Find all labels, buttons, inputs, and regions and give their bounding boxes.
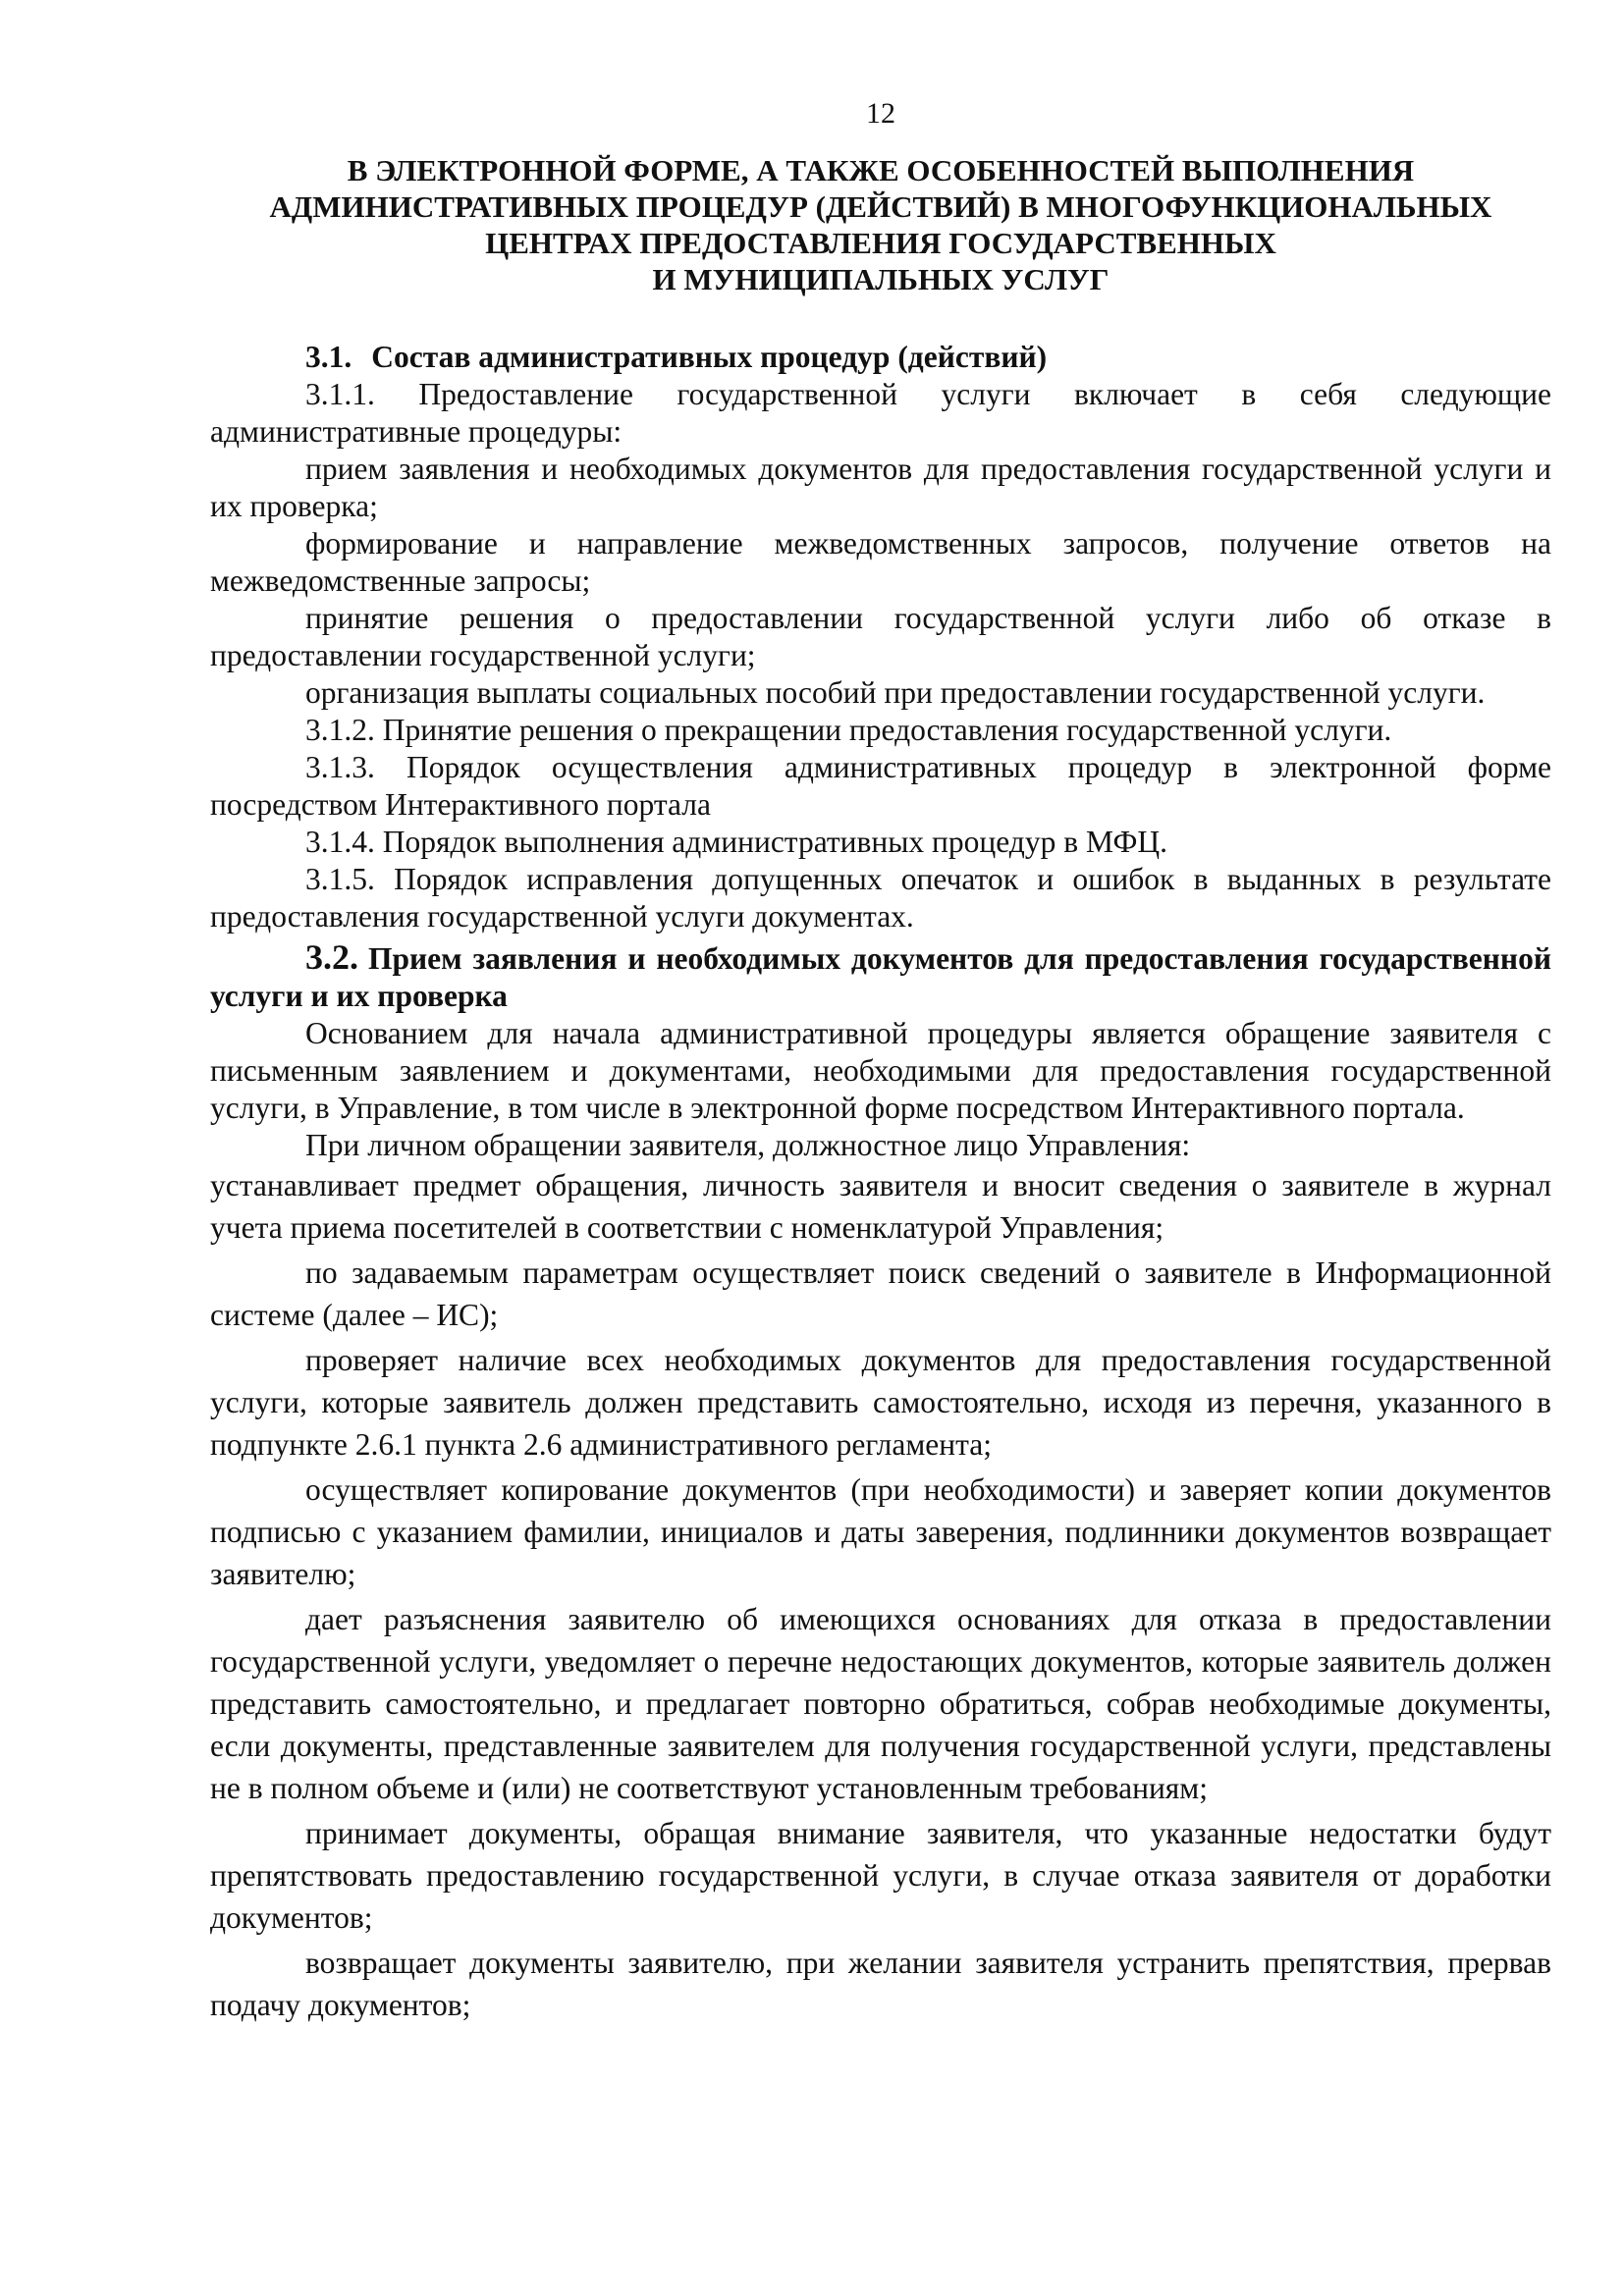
section-number: 3.2. (305, 937, 358, 977)
section-3-2-heading (210, 938, 1551, 1015)
list-item: возвращает документы заявителю, при желании заявителя устранить препятствия, прервав подачу документов; (210, 1946, 1551, 2022)
list-item: дает разъяснения заявителю об имеющихся основаниях для отказа в предоставлении государственной услуги, уведомляет о перечне недостающих документов, которые заявитель должен представить самостоятельно, и предлагает повторно обратиться, собрав необходимые документы, если документы, представленные заявителем для получения государственной услуги, представлены не в полном объеме и (или) не соответствуют установленным требованиям; (210, 1602, 1551, 1805)
section-title: Прием заявления и необходимых документов для предоставления государственной услуги и их проверка (210, 941, 1551, 1013)
list-item: проверяет наличие всех необходимых документов для предоставления государственной услуги, которые заявитель должен представить самостоятельно, исходя из перечня, указанного в подпункте 2.6.1 пункта 2.6 административного регламента; (210, 1343, 1551, 1462)
paragraph: 3.1.3. Порядок осуществления административных процедур в электронной форме посредством Интерактивного портала (210, 750, 1551, 822)
list-item: по задаваемым параметрам осуществляет поиск сведений о заявителе в Информационной системе (далее – ИС); (210, 1255, 1551, 1332)
paragraph: принятие решения о предоставлении государственной услуги либо об отказе в предоставлении государственной услуги; (210, 601, 1551, 672)
document-body (210, 339, 1551, 2029)
paragraph: 3.1.2. Принятие решения о прекращении предоставления государственной услуги. (305, 713, 1392, 747)
list-item: принимает документы, обращая внимание заявителя, что указанные недостатки будут препятствовать предоставлению государственной услуги, в случае отказа заявителя от доработки документов; (210, 1816, 1551, 1935)
list-item: осуществляет копирование документов (при необходимости) и заверяет копии документов подписью с указанием фамилии, инициалов и даты заверения, подлинники документов возвращает заявителю; (210, 1472, 1551, 1591)
paragraph: организация выплаты социальных пособий при предоставлении государственной услуги. (305, 675, 1486, 710)
heading-line: В ЭЛЕКТРОННОЙ ФОРМЕ, А ТАКЖЕ ОСОБЕННОСТЕЙ ВЫПОЛНЕНИЯ (347, 153, 1415, 187)
paragraph: При личном обращении заявителя, должностное лицо Управления: (305, 1128, 1191, 1162)
paragraph: 3.1.1. Предоставление государственной услуги включает в себя следующие административные процедуры: (210, 377, 1551, 449)
heading-line: ЦЕНТРАХ ПРЕДОСТАВЛЕНИЯ ГОСУДАРСТВЕННЫХ (485, 226, 1276, 260)
paragraph: 3.1.4. Порядок выполнения административных процедур в МФЦ. (305, 825, 1168, 859)
paragraph: прием заявления и необходимых документов для предоставления государственной услуги и их проверка; (210, 452, 1551, 523)
paragraph: формирование и направление межведомственных запросов, получение ответов на межведомственные запросы; (210, 526, 1551, 598)
heading-line: АДМИНИСТРАТИВНЫХ ПРОЦЕДУР (ДЕЙСТВИЙ) В МНОГОФУНКЦИОНАЛЬНЫХ (269, 189, 1492, 224)
paragraph: Основанием для начала административной процедуры является обращение заявителя с письменным заявлением и документами, необходимыми для предоставления государственной услуги, в Управление, в том числе в электронной форме посредством Интерактивного портала. (210, 1016, 1551, 1125)
procedure-list (210, 1164, 1551, 2026)
section-3-1-heading (210, 339, 1551, 376)
chapter-heading (210, 152, 1551, 297)
paragraph: 3.1.5. Порядок исправления допущенных опечаток и ошибок в выданных в результате предоставления государственной услуги документах. (210, 862, 1551, 934)
list-item: устанавливает предмет обращения, личность заявителя и вносит сведения о заявителе в журнал учета приема посетителей в соответствии с номенклатурой Управления; (210, 1168, 1551, 1245)
page-number: 12 (866, 97, 895, 130)
section-title: Состав административных процедур (действий) (371, 340, 1048, 374)
section-number: 3.1. (305, 340, 352, 374)
heading-line: И МУНИЦИПАЛЬНЫХ УСЛУГ (652, 262, 1110, 296)
